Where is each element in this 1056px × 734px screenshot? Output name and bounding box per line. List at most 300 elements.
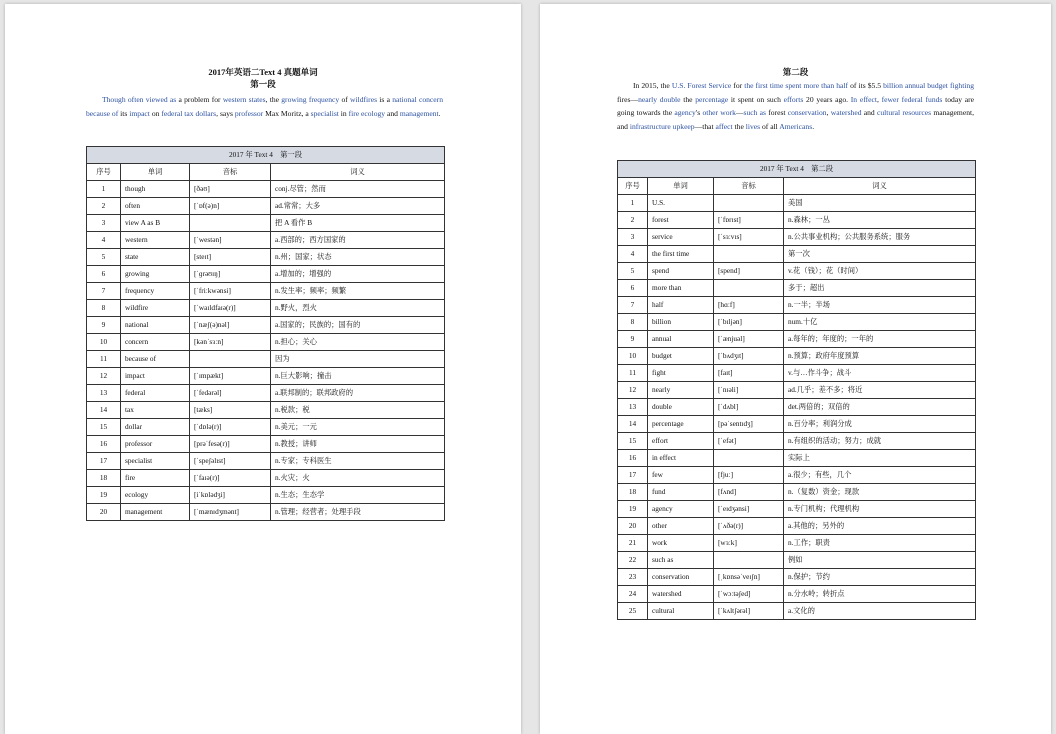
word-cell: though — [121, 181, 190, 198]
highlighted-term: the first time — [744, 81, 784, 90]
meaning-cell: n.保护；节约 — [784, 569, 976, 586]
table-row — [618, 467, 976, 484]
meaning-cell: n.美元；一元 — [271, 419, 445, 436]
row-number: 6 — [87, 266, 121, 283]
row-number: 13 — [618, 399, 648, 416]
phonetic-cell: [ˈdʌbl] — [714, 399, 784, 416]
phonetic-cell — [714, 246, 784, 263]
row-number: 2 — [618, 212, 648, 229]
word-cell: dollar — [121, 419, 190, 436]
meaning-cell: num.十亿 — [784, 314, 976, 331]
paragraph-1 — [86, 93, 443, 120]
meaning-cell: conj.尽管；然而 — [271, 181, 445, 198]
vocab-table-2 — [617, 160, 976, 620]
paragraph-text: for — [731, 81, 745, 90]
highlighted-term: U.S. Forest Service — [671, 81, 732, 90]
table-row — [87, 198, 445, 215]
table-row — [87, 487, 445, 504]
table-row — [87, 436, 445, 453]
table-row — [618, 433, 976, 450]
column-header: 单词 — [121, 164, 190, 181]
word-cell: annual — [648, 331, 714, 348]
word-cell: because of — [121, 351, 190, 368]
phonetic-cell: [ðəʊ] — [190, 181, 271, 198]
meaning-cell: ad.几乎；差不多；将近 — [784, 382, 976, 399]
row-number: 3 — [87, 215, 121, 232]
phonetic-cell: [ˈfɒrɪst] — [714, 212, 784, 229]
meaning-cell: a.其他的；另外的 — [784, 518, 976, 535]
column-header: 序号 — [618, 178, 648, 195]
phonetic-cell: [ˈfaɪə(r)] — [190, 470, 271, 487]
paragraph-text: forest — [765, 108, 788, 118]
phonetic-cell: [ˈdɒlə(r)] — [190, 419, 271, 436]
phonetic-cell: [ˈsɜːvɪs] — [714, 229, 784, 246]
paragraph-text: . — [438, 108, 441, 118]
highlighted-term: growing frequency — [281, 95, 340, 104]
vocab-table-1 — [86, 146, 445, 521]
phonetic-cell — [714, 552, 784, 569]
phonetic-cell: [ˈwaɪldfaɪə(r)] — [190, 300, 271, 317]
highlighted-term: Americans — [779, 121, 813, 131]
highlighted-term: In effect — [850, 94, 877, 104]
meaning-cell: a.每年的；年度的；一年的 — [784, 331, 976, 348]
word-cell: state — [121, 249, 190, 266]
highlighted-term: fire ecology — [348, 108, 386, 118]
table-row — [87, 351, 445, 368]
phonetic-cell: [ˈnæʃ(ə)nəl] — [190, 317, 271, 334]
column-header: 词义 — [271, 164, 445, 181]
phonetic-cell — [714, 195, 784, 212]
table-row — [618, 399, 976, 416]
meaning-cell: 把 A 看作 B — [271, 215, 445, 232]
row-number: 15 — [87, 419, 121, 436]
paragraph-text: 20 years ago. — [803, 94, 851, 104]
highlighted-term: impact — [129, 108, 150, 118]
paragraph-text: of its $5.5 — [848, 81, 884, 90]
column-header: 音标 — [190, 164, 271, 181]
word-cell: professor — [121, 436, 190, 453]
document-title: 2017年英语二Text 4 真题单词 — [208, 67, 318, 77]
word-cell: percentage — [648, 416, 714, 433]
word-cell: other — [648, 518, 714, 535]
phonetic-cell: [ˈeɪdʒənsi] — [714, 501, 784, 518]
meaning-cell: n.森林；一丛 — [784, 212, 976, 229]
word-cell: often — [121, 198, 190, 215]
word-cell: federal — [121, 385, 190, 402]
document-page-2 — [540, 4, 1051, 734]
phonetic-cell: [ˈefət] — [714, 433, 784, 450]
meaning-cell: ad.常常；大多 — [271, 198, 445, 215]
row-number: 20 — [618, 518, 648, 535]
word-cell: fire — [121, 470, 190, 487]
meaning-cell: a.文化的 — [784, 603, 976, 620]
phonetic-cell — [714, 450, 784, 467]
row-number: 17 — [618, 467, 648, 484]
word-cell: budget — [648, 348, 714, 365]
word-cell: the first time — [648, 246, 714, 263]
meaning-cell: n.工作；职责 — [784, 535, 976, 552]
word-cell: fund — [648, 484, 714, 501]
section-heading: 第二段 — [782, 67, 809, 77]
phonetic-cell: [ˈɒf(ə)n] — [190, 198, 271, 215]
word-cell: fight — [648, 365, 714, 382]
table-row — [618, 229, 976, 246]
row-number: 12 — [87, 368, 121, 385]
table-row — [618, 518, 976, 535]
paragraph-2 — [617, 79, 974, 133]
highlighted-term: billion annual budget fighting — [883, 81, 975, 90]
phonetic-cell: [ˈmænɪdʒmənt] — [190, 504, 271, 521]
meaning-cell: 第一次 — [784, 246, 976, 263]
meaning-cell: n.生态；生态学 — [271, 487, 445, 504]
phonetic-cell: [ˈænjuəl] — [714, 331, 784, 348]
table-row — [618, 501, 976, 518]
phonetic-cell — [714, 280, 784, 297]
highlighted-term: management — [399, 108, 439, 118]
paragraph-text: a problem for — [176, 95, 223, 104]
highlighted-term: nearly double — [638, 94, 681, 104]
paragraph-text: , the — [265, 95, 282, 104]
word-cell: conservation — [648, 569, 714, 586]
paragraph-text: and — [861, 108, 877, 118]
highlighted-term: fewer federal funds — [881, 94, 943, 104]
paragraph-text: it spent on such — [728, 94, 784, 104]
row-number: 22 — [618, 552, 648, 569]
meaning-cell: n.公共事业机构；公共服务系统；服务 — [784, 229, 976, 246]
row-number: 14 — [618, 416, 648, 433]
phonetic-cell: [ˈbɪljən] — [714, 314, 784, 331]
phonetic-cell: [ˈfriːkwənsi] — [190, 283, 271, 300]
word-cell: specialist — [121, 453, 190, 470]
word-cell: double — [648, 399, 714, 416]
highlighted-term: professor — [234, 108, 264, 118]
table-row — [618, 552, 976, 569]
meaning-cell: n.发生率；频率；频繁 — [271, 283, 445, 300]
table-row — [87, 317, 445, 334]
row-number: 15 — [618, 433, 648, 450]
row-number: 5 — [618, 263, 648, 280]
paragraph-text: , says — [216, 108, 235, 118]
paragraph-text: its — [118, 108, 130, 118]
meaning-cell: 美国 — [784, 195, 976, 212]
word-cell: effort — [648, 433, 714, 450]
meaning-cell: det.两倍的；双倍的 — [784, 399, 976, 416]
row-number: 3 — [618, 229, 648, 246]
phonetic-cell: [ˈɪmpækt] — [190, 368, 271, 385]
word-cell: concern — [121, 334, 190, 351]
meaning-cell: a.联邦制的；联邦政府的 — [271, 385, 445, 402]
meaning-cell: n.州；国家；状态 — [271, 249, 445, 266]
paragraph-text: . — [812, 121, 815, 131]
meaning-cell: n.野火，烈火 — [271, 300, 445, 317]
row-number: 16 — [618, 450, 648, 467]
phonetic-cell: [steɪt] — [190, 249, 271, 266]
word-cell: national — [121, 317, 190, 334]
phonetic-cell: [ˈbʌdʒɪt] — [714, 348, 784, 365]
highlighted-term: wildfires — [350, 95, 378, 104]
table-row — [618, 331, 976, 348]
meaning-cell: n.担心；关心 — [271, 334, 445, 351]
highlighted-term: percentage — [695, 94, 729, 104]
meaning-cell: a.西部的；西方国家的 — [271, 232, 445, 249]
row-number: 16 — [87, 436, 121, 453]
meaning-cell: n.分水岭；转折点 — [784, 586, 976, 603]
table-row — [618, 348, 976, 365]
meaning-cell: a.增加的；增强的 — [271, 266, 445, 283]
highlighted-term: agency — [674, 108, 696, 118]
meaning-cell: n.一半；半场 — [784, 297, 976, 314]
highlighted-term: affect — [715, 121, 733, 131]
paragraph-text: in — [338, 108, 349, 118]
phonetic-cell: [iˈkɒlədʒi] — [190, 487, 271, 504]
row-number: 12 — [618, 382, 648, 399]
highlighted-term: other work — [702, 108, 736, 118]
paragraph-text: fires— — [617, 94, 639, 104]
phonetic-cell: [fjuː] — [714, 467, 784, 484]
row-number: 23 — [618, 569, 648, 586]
row-number: 5 — [87, 249, 121, 266]
table-row — [618, 365, 976, 382]
meaning-cell: 实际上 — [784, 450, 976, 467]
table-row — [87, 215, 445, 232]
table-row — [618, 195, 976, 212]
row-number: 2 — [87, 198, 121, 215]
column-header: 序号 — [87, 164, 121, 181]
word-cell: tax — [121, 402, 190, 419]
row-number: 21 — [618, 535, 648, 552]
table-row — [618, 603, 976, 620]
meaning-cell: n.（复数）资金；现款 — [784, 484, 976, 501]
table-row — [618, 263, 976, 280]
meaning-cell: n.预算；政府年度预算 — [784, 348, 976, 365]
phonetic-cell: [ˈspeʃəlɪst] — [190, 453, 271, 470]
word-cell: such as — [648, 552, 714, 569]
paragraph-text: —that — [694, 121, 716, 131]
word-cell: nearly — [648, 382, 714, 399]
table-row — [618, 569, 976, 586]
phonetic-cell: [ˈnɪəli] — [714, 382, 784, 399]
phonetic-cell: [ˈwɔːtəʃed] — [714, 586, 784, 603]
row-number: 1 — [87, 181, 121, 198]
row-number: 13 — [87, 385, 121, 402]
paragraph-text: of all — [760, 121, 780, 131]
word-cell: few — [648, 467, 714, 484]
table-header-row — [618, 178, 976, 195]
table-row — [87, 504, 445, 521]
table-row — [618, 382, 976, 399]
row-number: 14 — [87, 402, 121, 419]
word-cell: impact — [121, 368, 190, 385]
meaning-cell: v.花（钱）；花（时间） — [784, 263, 976, 280]
table-row — [618, 416, 976, 433]
row-number: 9 — [618, 331, 648, 348]
table-row — [87, 385, 445, 402]
word-cell: wildfire — [121, 300, 190, 317]
phonetic-cell: [prəˈfesə(r)] — [190, 436, 271, 453]
row-number: 11 — [87, 351, 121, 368]
word-cell: watershed — [648, 586, 714, 603]
paragraph-text: , — [826, 108, 831, 118]
paragraph-text: the — [680, 94, 696, 104]
highlighted-term: conservation — [787, 108, 827, 118]
phonetic-cell — [190, 351, 271, 368]
column-header: 单词 — [648, 178, 714, 195]
table-row — [87, 368, 445, 385]
phonetic-cell: [pəˈsentɪdʒ] — [714, 416, 784, 433]
paragraph-text: Max Moritz, a — [263, 108, 311, 118]
table-row — [87, 334, 445, 351]
paragraph-text: — — [735, 108, 744, 118]
word-cell: spend — [648, 263, 714, 280]
phonetic-cell: [ˈkʌltʃərəl] — [714, 603, 784, 620]
table-row — [87, 266, 445, 283]
row-number: 8 — [87, 300, 121, 317]
phonetic-cell: [faɪt] — [714, 365, 784, 382]
row-number: 10 — [87, 334, 121, 351]
word-cell: view A as B — [121, 215, 190, 232]
meaning-cell: 因为 — [271, 351, 445, 368]
paragraph-text: of — [339, 95, 351, 104]
meaning-cell: n.管理；经营者；处理手段 — [271, 504, 445, 521]
word-cell: work — [648, 535, 714, 552]
highlighted-term: watershed — [830, 108, 862, 118]
highlighted-term: infrastructure upkeep — [629, 121, 695, 131]
meaning-cell: a.国家的；民族的；国有的 — [271, 317, 445, 334]
table-row — [618, 586, 976, 603]
row-number: 10 — [618, 348, 648, 365]
row-number: 24 — [618, 586, 648, 603]
phonetic-cell — [190, 215, 271, 232]
word-cell: ecology — [121, 487, 190, 504]
table-row — [618, 450, 976, 467]
table-caption: 2017 年 Text 4 第一段 — [87, 147, 445, 164]
phonetic-cell: [wɜːk] — [714, 535, 784, 552]
meaning-cell: 例如 — [784, 552, 976, 569]
row-number: 1 — [618, 195, 648, 212]
row-number: 4 — [87, 232, 121, 249]
meaning-cell: 多于；超出 — [784, 280, 976, 297]
meaning-cell: n.百分率；利润分成 — [784, 416, 976, 433]
paragraph-text: is a — [377, 95, 393, 104]
table-row — [618, 314, 976, 331]
row-number: 6 — [618, 280, 648, 297]
row-number: 7 — [618, 297, 648, 314]
word-cell: frequency — [121, 283, 190, 300]
row-number: 7 — [87, 283, 121, 300]
highlighted-term: federal tax dollars — [161, 108, 217, 118]
meaning-cell: n.巨大影响；撞击 — [271, 368, 445, 385]
row-number: 20 — [87, 504, 121, 521]
highlighted-term: such as — [743, 108, 766, 118]
phonetic-cell: [fʌnd] — [714, 484, 784, 501]
row-number: 9 — [87, 317, 121, 334]
table-row — [87, 181, 445, 198]
word-cell: cultural — [648, 603, 714, 620]
row-number: 19 — [618, 501, 648, 518]
meaning-cell: n.教授；讲师 — [271, 436, 445, 453]
word-cell: agency — [648, 501, 714, 518]
table-row — [87, 402, 445, 419]
highlighted-term: spent more than half — [785, 81, 849, 90]
word-cell: western — [121, 232, 190, 249]
table-row — [618, 246, 976, 263]
meaning-cell: n.税款；税 — [271, 402, 445, 419]
phonetic-cell: [ˈwestən] — [190, 232, 271, 249]
row-number: 18 — [618, 484, 648, 501]
row-number: 11 — [618, 365, 648, 382]
highlighted-term: Though often viewed as — [102, 95, 177, 104]
word-cell: more than — [648, 280, 714, 297]
word-cell: forest — [648, 212, 714, 229]
phonetic-cell: [hɑːf] — [714, 297, 784, 314]
row-number: 19 — [87, 487, 121, 504]
phonetic-cell: [kənˈsɜːn] — [190, 334, 271, 351]
table-row — [87, 300, 445, 317]
paragraph-text: the — [732, 121, 746, 131]
table-row — [87, 470, 445, 487]
table-row — [87, 453, 445, 470]
row-number: 17 — [87, 453, 121, 470]
document-page-1 — [5, 4, 521, 734]
row-number: 4 — [618, 246, 648, 263]
column-header: 音标 — [714, 178, 784, 195]
table-row — [618, 484, 976, 501]
column-header: 词义 — [784, 178, 976, 195]
paragraph-text: In 2015, the — [633, 81, 672, 90]
word-cell: growing — [121, 266, 190, 283]
meaning-cell: n.专门机构；代理机构 — [784, 501, 976, 518]
meaning-cell: n.有组织的活动；努力；成就 — [784, 433, 976, 450]
phonetic-cell: [ˈfedərəl] — [190, 385, 271, 402]
paragraph-text: , — [877, 94, 882, 104]
table-row — [87, 249, 445, 266]
phonetic-cell: [spend] — [714, 263, 784, 280]
word-cell: U.S. — [648, 195, 714, 212]
phonetic-cell: [ˈʌðə(r)] — [714, 518, 784, 535]
table-row — [87, 232, 445, 249]
highlighted-term: specialist — [310, 108, 339, 118]
word-cell: half — [648, 297, 714, 314]
table-row — [618, 297, 976, 314]
meaning-cell: a.很少；有些，几个 — [784, 467, 976, 484]
word-cell: in effect — [648, 450, 714, 467]
table-row — [618, 280, 976, 297]
meaning-cell: n.专家；专科医生 — [271, 453, 445, 470]
highlighted-term: national concern because of — [86, 95, 443, 118]
table-header-row — [87, 164, 445, 181]
row-number: 18 — [87, 470, 121, 487]
word-cell: billion — [648, 314, 714, 331]
paragraph-text: on — [149, 108, 162, 118]
paragraph-text: and — [385, 108, 400, 118]
highlighted-term: lives — [745, 121, 761, 131]
row-number: 25 — [618, 603, 648, 620]
phonetic-cell: [ˈɡrəʊɪŋ] — [190, 266, 271, 283]
highlighted-term: efforts — [783, 94, 804, 104]
highlighted-term: western states — [222, 95, 266, 104]
table-row — [618, 535, 976, 552]
phonetic-cell: [ˌkɒnsəˈveɪʃn] — [714, 569, 784, 586]
row-number: 8 — [618, 314, 648, 331]
meaning-cell: n.火灾；火 — [271, 470, 445, 487]
word-cell: service — [648, 229, 714, 246]
paragraph-text: management, and — [617, 108, 975, 131]
section-heading: 第一段 — [250, 79, 276, 89]
highlighted-term: cultural resources — [876, 108, 932, 118]
table-caption: 2017 年 Text 4 第二段 — [618, 161, 976, 178]
table-row — [618, 212, 976, 229]
table-row — [87, 283, 445, 300]
